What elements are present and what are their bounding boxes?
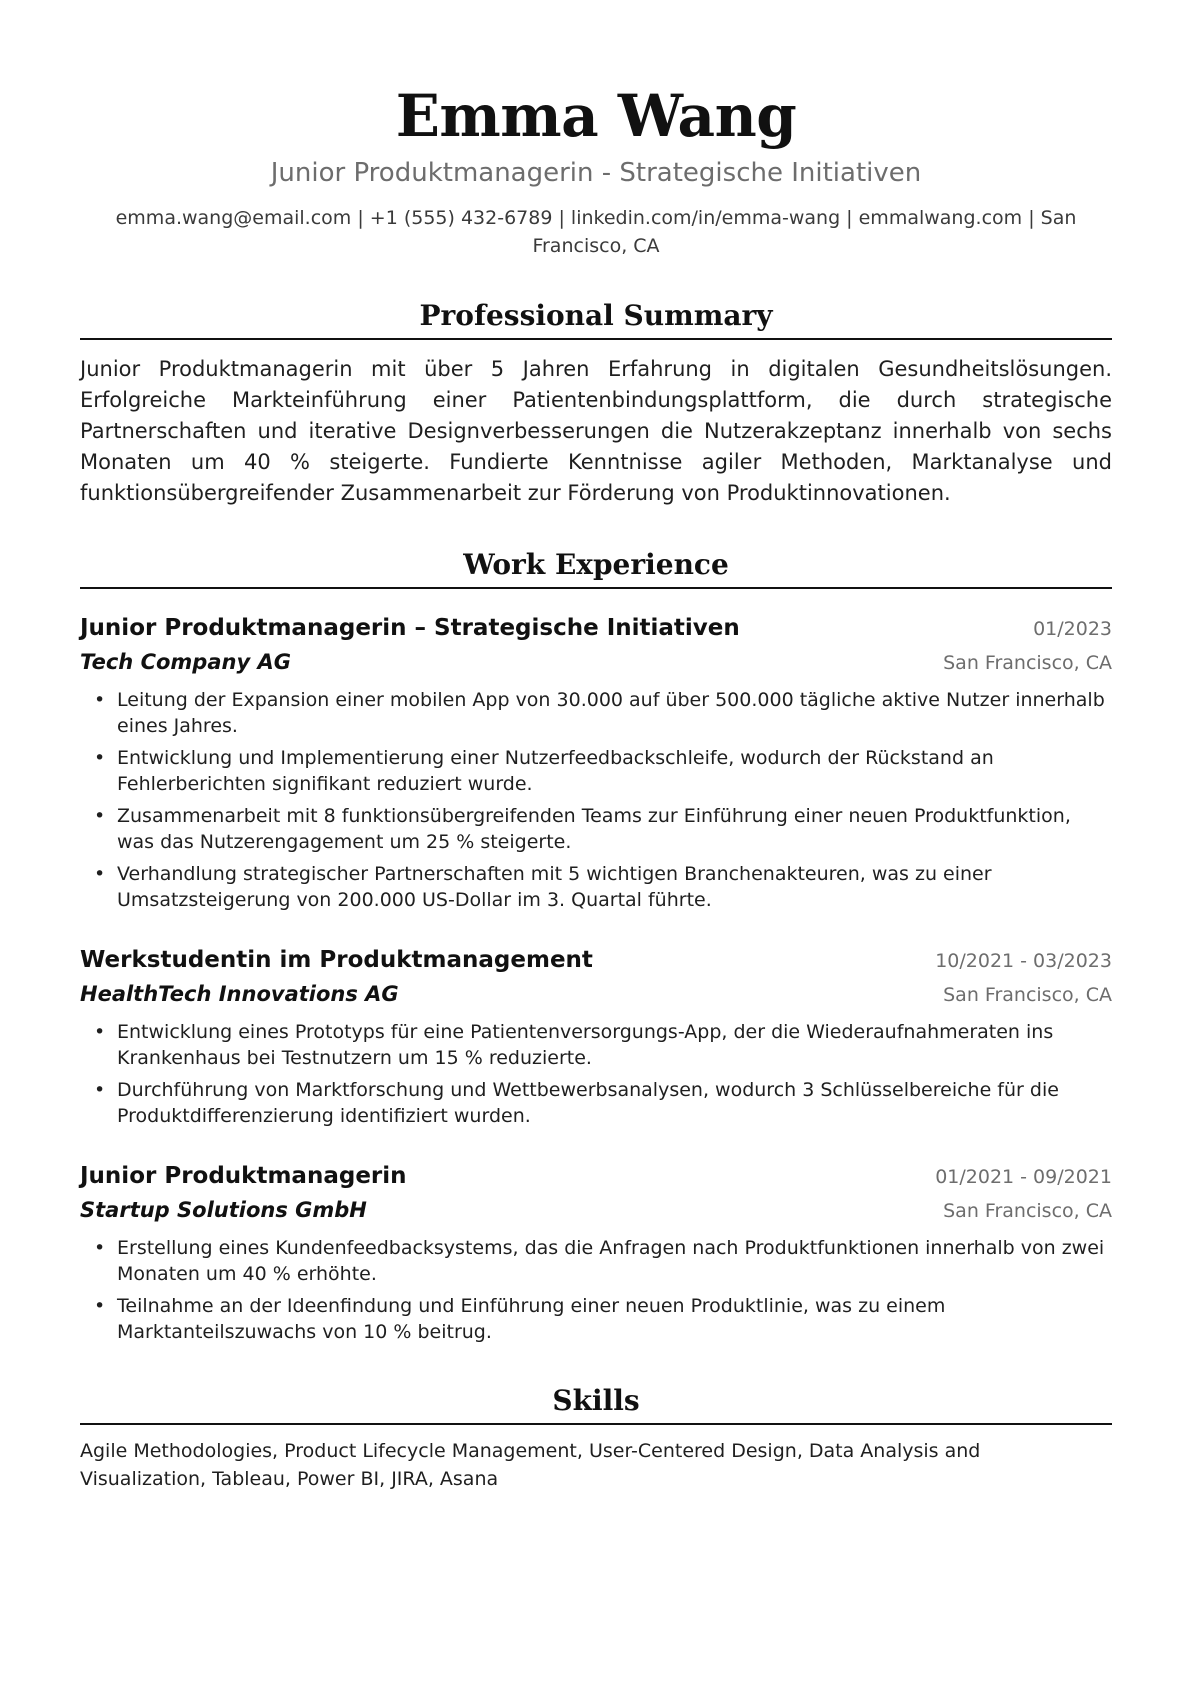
job-bullet	[80, 803, 1112, 855]
bullet-marker: •	[94, 689, 106, 711]
job-bullet-text: Entwicklung und Implementierung einer Nutzerfeedbackschleife, wodurch der Rückstand an Fehlerberichten signifikant reduziert wurde.	[117, 747, 994, 795]
section-title-skills: Skills	[80, 1383, 1112, 1425]
job-bullet	[80, 861, 1112, 913]
job-bullet-text: Erstellung eines Kundenfeedbacksystems, das die Anfragen nach Produktfunktionen innerhalb von zwei Monaten um 40 % erhöhte.	[117, 1237, 1105, 1285]
bullet-marker: •	[94, 1021, 106, 1043]
job-bullet-text: Leitung der Expansion einer mobilen App von 30.000 auf über 500.000 tägliche aktive Nutzer innerhalb eines Jahres.	[117, 689, 1105, 737]
candidate-name: Emma Wang	[395, 82, 797, 150]
job-entry	[80, 611, 1112, 913]
job-bullet	[80, 1235, 1112, 1287]
job-title: Junior Produktmanagerin – Strategische Initiativen	[80, 615, 740, 641]
summary-section	[80, 298, 1112, 509]
section-title-experience: Work Experience	[80, 547, 1112, 589]
job-title: Werkstudentin im Produktmanagement	[80, 947, 593, 973]
job-bullet-text: Zusammenarbeit mit 8 funktionsübergreifenden Teams zur Einführung einer neuen Produktfunktion, was das Nutzerengagement um 25 % steigerte.	[117, 805, 1071, 853]
skills-section	[80, 1383, 1112, 1493]
skills-text: Agile Methodologies, Product Lifecycle Management, User-Centered Design, Data Analysis and Visualization, Tableau, Power BI, JIRA, Asana	[80, 1440, 981, 1490]
contact-line: emma.wang@email.com | +1 (555) 432-6789 | linkedin.com/in/emma-wang | emmalwang.com | San Francisco, CA	[115, 207, 1077, 257]
job-bullets	[80, 1235, 1112, 1345]
job-bullet	[80, 1019, 1112, 1071]
bullet-marker: •	[94, 805, 106, 827]
job-company: Tech Company AG	[80, 650, 291, 674]
job-location: San Francisco, CA	[943, 652, 1112, 674]
job-company: Startup Solutions GmbH	[80, 1198, 367, 1222]
resume-page	[80, 80, 1112, 1493]
bullet-marker: •	[94, 863, 106, 885]
section-title-summary: Professional Summary	[80, 298, 1112, 340]
job-title: Junior Produktmanagerin	[80, 1163, 407, 1189]
bullet-marker: •	[94, 1295, 106, 1317]
summary-text: Junior Produktmanagerin mit über 5 Jahren Erfahrung in digitalen Gesundheitslösungen. Erfolgreiche Markteinführung einer Patientenbindungsplattform, die durch strategische Partnerschaften und iterative Designverbesserungen die Nutzerakzeptanz innerhalb von sechs Monaten um 40 % steigerte. Fundierte Kenntnisse agiler Methoden, Marktanalyse und funktionsübergreifender Zusammenarbeit zur Förderung von Produktinnovationen.	[80, 357, 1112, 505]
job-bullet	[80, 1077, 1112, 1129]
job-bullet	[80, 1293, 1112, 1345]
bullet-marker: •	[94, 1079, 106, 1101]
job-date: 01/2023	[1033, 618, 1112, 640]
job-date: 10/2021 - 03/2023	[935, 950, 1112, 972]
job-bullet	[80, 687, 1112, 739]
job-bullet-text: Verhandlung strategischer Partnerschaften mit 5 wichtigen Branchenakteuren, was zu einer Umsatzsteigerung von 200.000 US-Dollar im 3. Quartal führte.	[117, 863, 992, 911]
job-location: San Francisco, CA	[943, 1200, 1112, 1222]
job-bullet	[80, 745, 1112, 797]
job-bullet-text: Durchführung von Marktforschung und Wettbewerbsanalysen, wodurch 3 Schlüsselbereiche für die Produktdifferenzierung identifiziert wurden.	[117, 1079, 1059, 1127]
candidate-headline: Junior Produktmanagerin - Strategische Initiativen	[270, 158, 922, 188]
job-bullet-text: Entwicklung eines Prototyps für eine Patientenversorgungs-App, der die Wiederaufnahmeraten ins Krankenhaus bei Testnutzern um 15 % reduzierte.	[117, 1021, 1054, 1069]
job-company: HealthTech Innovations AG	[80, 982, 399, 1006]
job-bullet-text: Teilnahme an der Ideenfindung und Einführung einer neuen Produktlinie, was zu einem Marktanteilszuwachs von 10 % beitrug.	[117, 1295, 946, 1343]
bullet-marker: •	[94, 747, 106, 769]
experience-section	[80, 547, 1112, 1345]
job-entry	[80, 1159, 1112, 1345]
job-date: 01/2021 - 09/2021	[935, 1166, 1112, 1188]
job-entry	[80, 943, 1112, 1129]
bullet-marker: •	[94, 1237, 106, 1259]
job-location: San Francisco, CA	[943, 984, 1112, 1006]
job-bullets	[80, 687, 1112, 913]
job-bullets	[80, 1019, 1112, 1129]
